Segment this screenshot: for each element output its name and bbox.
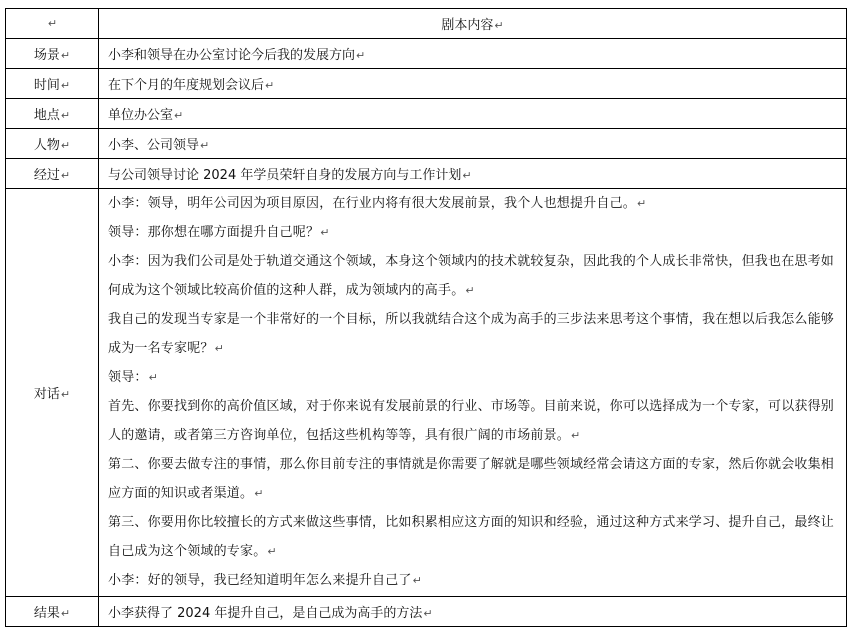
dialogue-line-text: 我自己的发现当专家是一个非常好的一个目标，所以我就结合这个成为高手的三步法来思考这个事情，我在想以后我怎么能够成为一名专家呢？ — [108, 312, 835, 356]
place-label: 地点 — [33, 108, 60, 123]
dialogue-line — [108, 247, 836, 305]
paragraph-mark-icon: ↵ — [267, 545, 277, 558]
process-content: 与公司领导讨论 2024 年学员荣轩自身的发展方向与工作计划 — [108, 168, 462, 183]
dialogue-label: 对话 — [33, 387, 60, 402]
row-content-cell — [99, 69, 847, 99]
paragraph-mark-icon: ↵ — [637, 197, 647, 210]
paragraph-mark-icon: ↵ — [60, 607, 71, 620]
dialogue-line-text: 小李：领导，明年公司因为项目原因，在行业内将有很大发展前景，我个人也想提升自己。 — [108, 196, 637, 211]
row-content-cell — [99, 39, 847, 69]
row-content-cell — [99, 99, 847, 129]
paragraph-mark-icon: ↵ — [47, 17, 58, 30]
time-row — [6, 69, 847, 99]
header-corner-cell — [6, 9, 99, 39]
paragraph-mark-icon: ↵ — [60, 388, 71, 401]
row-label-cell — [6, 99, 99, 129]
dialogue-line-text: 第二、你要去做专注的事情，那么你目前专注的事情就是你需要了解就是哪些领域经常会请这方面的专家，然后你就会收集相应方面的知识或者渠道。 — [108, 457, 835, 501]
paragraph-mark-icon: ↵ — [465, 284, 475, 297]
characters-content: 小李、公司领导 — [108, 138, 200, 153]
characters-label: 人物 — [33, 138, 60, 153]
result-content: 小李获得了 2024 年提升自己，是自己成为高手的方法 — [108, 606, 423, 621]
paragraph-mark-icon: ↵ — [174, 109, 184, 122]
time-label: 时间 — [33, 78, 60, 93]
dialogue-line-text: 首先、你要找到你的高价值区域，对于你来说有发展前景的行业、市场等。目前来说，你可以选择成为一个专家，可以获得别人的邀请，或者第三方咨询单位，包括这些机构等等，具有很广阔的市场前景。 — [108, 399, 835, 443]
paragraph-mark-icon: ↵ — [148, 371, 159, 384]
paragraph-mark-icon: ↵ — [254, 487, 264, 500]
row-content-cell — [99, 597, 847, 627]
paragraph-mark-icon: ↵ — [412, 574, 423, 587]
dialogue-line — [108, 218, 836, 247]
scene-label: 场景 — [33, 48, 60, 63]
place-row — [6, 99, 847, 129]
process-label: 经过 — [33, 168, 60, 183]
dialogue-line — [108, 392, 836, 450]
row-content-cell — [99, 159, 847, 189]
process-row — [6, 159, 847, 189]
dialogue-line-text: 领导： — [108, 370, 148, 385]
dialogue-line — [108, 305, 836, 363]
scene-content: 小李和领导在办公室讨论今后我的发展方向 — [108, 48, 356, 63]
dialogue-row — [6, 189, 847, 597]
dialogue-line — [108, 450, 836, 508]
dialogue-content-cell — [99, 189, 847, 597]
paragraph-mark-icon: ↵ — [265, 79, 275, 92]
paragraph-mark-icon: ↵ — [60, 49, 71, 62]
scene-row — [6, 39, 847, 69]
dialogue-line — [108, 189, 836, 218]
paragraph-mark-icon: ↵ — [60, 169, 71, 182]
paragraph-mark-icon: ↵ — [200, 139, 210, 152]
row-label-cell — [6, 159, 99, 189]
dialogue-line — [108, 363, 836, 392]
time-content: 在下个月的年度规划会议后 — [108, 78, 265, 93]
row-label-cell — [6, 597, 99, 627]
dialogue-line-text: 小李：因为我们公司是处于轨道交通这个领域，本身这个领域内的技术就较复杂，因此我的个人成长非常快，但我也在思考如何成为这个领域比较高价值的这种人群，成为领域内的高手。 — [108, 254, 835, 298]
paragraph-mark-icon: ↵ — [494, 19, 504, 32]
paragraph-mark-icon: ↵ — [60, 139, 71, 152]
header-title: 剧本内容 — [441, 18, 494, 33]
row-label-cell — [6, 69, 99, 99]
row-label-cell — [6, 129, 99, 159]
row-label-cell — [6, 39, 99, 69]
paragraph-mark-icon: ↵ — [320, 226, 330, 239]
paragraph-mark-icon: ↵ — [60, 109, 71, 122]
paragraph-mark-icon: ↵ — [571, 429, 581, 442]
dialogue-line — [108, 508, 836, 566]
characters-row — [6, 129, 847, 159]
dialogue-line-text: 第三、你要用你比较擅长的方式来做这些事情，比如积累相应这方面的知识和经验，通过这种方式来学习、提升自己，最终让自己成为这个领域的专家。 — [108, 515, 835, 559]
result-label: 结果 — [33, 606, 60, 621]
dialogue-line — [108, 566, 836, 595]
paragraph-mark-icon: ↵ — [214, 342, 225, 355]
row-label-cell — [6, 189, 99, 597]
header-title-cell — [99, 9, 847, 39]
row-content-cell — [99, 129, 847, 159]
dialogue-line-text: 领导：那你想在哪方面提升自己呢？ — [108, 225, 320, 240]
paragraph-mark-icon: ↵ — [60, 79, 71, 92]
paragraph-mark-icon: ↵ — [356, 49, 366, 62]
script-table — [5, 8, 847, 627]
place-content: 单位办公室 — [108, 108, 174, 123]
result-row — [6, 597, 847, 627]
table-header-row — [6, 9, 847, 39]
paragraph-mark-icon: ↵ — [423, 607, 433, 620]
paragraph-mark-icon: ↵ — [462, 169, 472, 182]
dialogue-line-text: 小李：好的领导，我已经知道明年怎么来提升自己了 — [108, 573, 412, 588]
